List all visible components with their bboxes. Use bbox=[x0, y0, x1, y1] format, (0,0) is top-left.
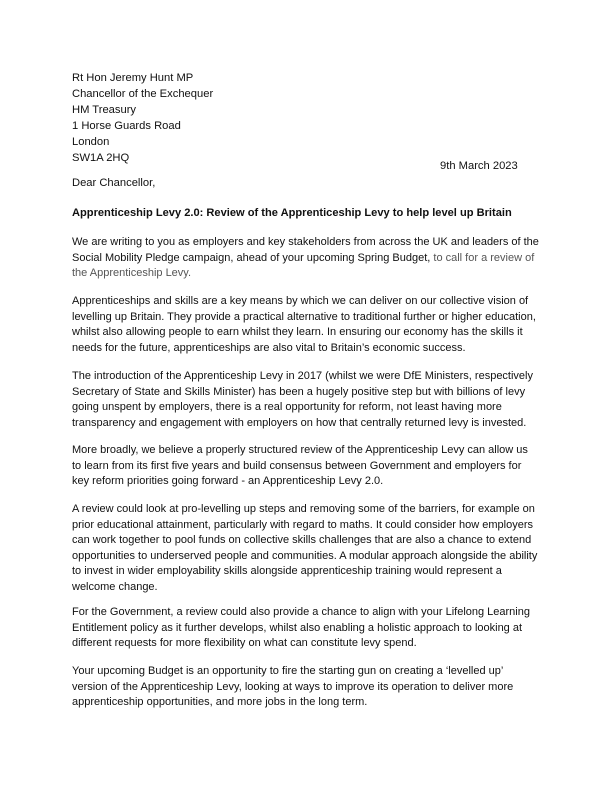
paragraph-line: opportunities to underserved people and communities. A modular approach alongside the ability bbox=[72, 549, 538, 562]
paragraph bbox=[72, 443, 542, 490]
paragraph bbox=[72, 502, 542, 596]
paragraph-line: different requests for more flexibility on what can constitute levy spend. bbox=[72, 637, 417, 650]
paragraph-line: version of the Apprenticeship Levy, looking at ways to improve its operation to deliver more bbox=[72, 680, 514, 693]
paragraph-line: Apprenticeships and skills are a key means by which we can deliver on our collective vision of bbox=[72, 295, 529, 307]
recipient-city: London bbox=[72, 136, 110, 148]
paragraph-line: Your upcoming Budget is an opportunity to fire the starting gun on creating a ‘levelled up’ bbox=[72, 665, 504, 677]
recipient-organisation: HM Treasury bbox=[72, 104, 137, 116]
paragraph-line: More broadly, we believe a properly structured review of the Apprenticeship Levy can allow us bbox=[72, 444, 528, 456]
paragraph-line: can work together to pool funds on collective skills challenges that are also a chance to extend bbox=[72, 534, 532, 547]
paragraph-line: levelling up Britain. They provide a practical alternative to traditional further or higher education, bbox=[72, 310, 536, 323]
paragraph bbox=[72, 605, 542, 652]
paragraph bbox=[72, 294, 542, 356]
paragraph bbox=[72, 235, 542, 282]
recipient-street: 1 Horse Guards Road bbox=[72, 120, 181, 132]
paragraph-line: prior educational attainment, particularly with regard to maths. It could consider how employers bbox=[72, 518, 534, 531]
paragraph-line: The introduction of the Apprenticeship Levy in 2017 (whilst we were DfE Ministers, respectively bbox=[72, 370, 533, 382]
paragraph-line: needs for the future, apprenticeships are also vital to Britain’s economic success. bbox=[72, 341, 466, 354]
paragraph-line bbox=[72, 251, 542, 267]
recipient-address bbox=[72, 70, 213, 166]
paragraph-line: Entitlement policy as it further develops, whilst also enabling a holistic approach to looking at bbox=[72, 621, 523, 634]
letter-date: 9th March 2023 bbox=[440, 160, 518, 172]
paragraph-line: the Apprenticeship Levy. bbox=[72, 267, 192, 280]
paragraph-line: apprenticeship opportunities, and more jobs in the long term. bbox=[72, 696, 368, 709]
paragraph-line: welcome change. bbox=[72, 580, 158, 593]
paragraph-line: to invest in wider employability skills alongside apprenticeship training would represent a bbox=[72, 565, 502, 578]
paragraph-line: key reform priorities going forward - an Apprenticeship Levy 2.0. bbox=[72, 475, 384, 488]
paragraph bbox=[72, 664, 542, 711]
paragraph-line: transparency and engagement with employers on how that centrally returned levy is invested. bbox=[72, 416, 527, 429]
paragraph-line-text: Social Mobility Pledge campaign, ahead of your upcoming Spring Budget, bbox=[72, 251, 434, 264]
recipient-title: Chancellor of the Exchequer bbox=[72, 88, 214, 100]
paragraph-line: For the Government, a review could also provide a chance to align with your Lifelong Learning bbox=[72, 606, 530, 618]
salutation: Dear Chancellor, bbox=[72, 177, 156, 189]
paragraph-line: going unspent by employers, there is a real opportunity for reform, not least having more bbox=[72, 401, 502, 414]
recipient-name: Rt Hon Jeremy Hunt MP bbox=[72, 72, 194, 84]
recipient-postcode: SW1A 2HQ bbox=[72, 152, 130, 164]
paragraph bbox=[72, 369, 542, 431]
paragraph-line: A review could look at pro-levelling up steps and removing some of the barriers, for example on bbox=[72, 503, 535, 515]
paragraph-line: whilst also allowing people to earn whilst they learn. In ensuring our economy has the skills it bbox=[72, 326, 523, 339]
paragraph-line: to learn from its first five years and build consensus between Government and employers for bbox=[72, 459, 522, 472]
paragraph-line: Secretary of State and Skills Minister) has been a hugely positive step but with billions of levy bbox=[72, 385, 526, 398]
letter-subject: Apprenticeship Levy 2.0: Review of the Apprenticeship Levy to help level up Britain bbox=[72, 207, 512, 219]
paragraph-line-muted-text: to call for a review of bbox=[433, 251, 535, 264]
paragraph-line: We are writing to you as employers and key stakeholders from across the UK and leaders of the bbox=[72, 236, 539, 248]
